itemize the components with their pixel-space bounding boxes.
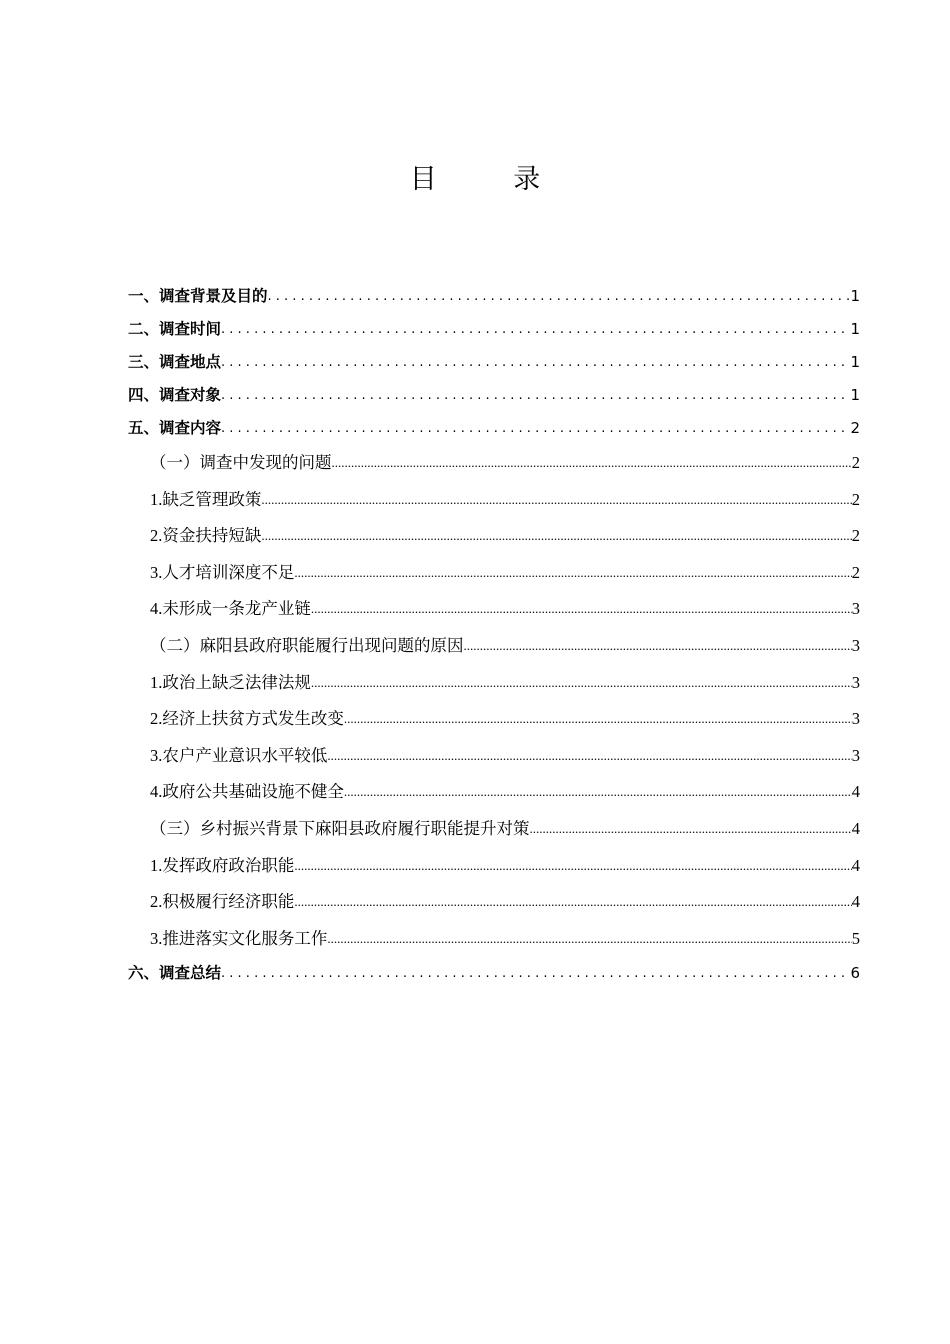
toc-entry-label: （二）麻阳县政府职能履行出现问题的原因 <box>150 635 464 655</box>
toc-dot-leader <box>327 737 851 775</box>
toc-entry-label: 1.缺乏管理政策 <box>150 489 262 509</box>
toc-entry-label: 3.农户产业意识水平较低 <box>150 745 328 765</box>
toc-dot-leader <box>221 313 850 346</box>
toc-entry-label: 1.政治上缺乏法律法规 <box>150 672 311 692</box>
toc-dot-leader <box>311 664 852 702</box>
toc-page-number: 5 <box>851 928 860 948</box>
toc-entry-label: 六、调查总结 <box>128 964 222 983</box>
toc-entry-label: （三）乡村振兴背景下麻阳县政府履行职能提升对策 <box>150 818 530 838</box>
toc-dot-leader <box>344 773 852 811</box>
toc-page-number: 2 <box>851 453 860 472</box>
toc-page-number: 1 <box>850 353 860 371</box>
toc-entry-label: 一、调查背景及目的 <box>128 287 268 305</box>
toc-entry[interactable] <box>128 412 860 445</box>
toc-entry[interactable] <box>128 379 860 412</box>
toc-dot-leader <box>294 883 851 921</box>
toc-page-number: 4 <box>851 855 860 875</box>
toc-page-number: 3 <box>851 745 860 765</box>
toc-entry[interactable] <box>128 280 860 313</box>
toc-entry[interactable] <box>128 884 860 921</box>
toc-dot-leader <box>344 700 852 738</box>
toc-dot-leader <box>311 590 852 628</box>
toc-entry[interactable] <box>128 774 860 811</box>
toc-entry[interactable] <box>128 665 860 702</box>
toc-entry[interactable] <box>128 591 860 628</box>
toc-entry[interactable] <box>128 701 860 738</box>
toc-entry-label: 三、调查地点 <box>128 353 222 371</box>
toc-page-number: 2 <box>851 526 860 546</box>
toc-entry[interactable] <box>128 811 860 848</box>
toc-dot-leader <box>268 280 851 313</box>
toc-page-number: 2 <box>850 419 860 437</box>
toc-entry[interactable] <box>128 445 860 482</box>
toc-page-number: 3 <box>851 672 860 692</box>
table-of-contents <box>128 280 860 990</box>
toc-dot-leader <box>294 554 851 592</box>
toc-entry-label: 1.发挥政府政治职能 <box>150 855 295 875</box>
toc-page-number: 6 <box>850 964 860 983</box>
toc-dot-leader <box>332 444 852 482</box>
toc-entry[interactable] <box>128 628 860 665</box>
toc-entry-label: （一）调查中发现的问题 <box>150 453 332 472</box>
toc-entry[interactable] <box>128 738 860 775</box>
toc-entry-label: 二、调查时间 <box>128 320 222 338</box>
toc-dot-leader <box>294 847 851 885</box>
toc-entry[interactable] <box>128 346 860 379</box>
toc-entry-label: 五、调查内容 <box>128 419 222 437</box>
toc-page-number: 2 <box>851 562 860 582</box>
toc-dot-leader <box>261 517 851 555</box>
toc-page-number: 2 <box>851 489 860 509</box>
toc-dot-leader <box>221 957 850 990</box>
toc-dot-leader <box>327 920 851 958</box>
toc-page-number: 3 <box>851 709 860 729</box>
toc-page-number: 3 <box>851 635 860 655</box>
toc-title: 目 录 <box>409 164 575 195</box>
toc-page-number: 4 <box>851 892 860 912</box>
toc-entry[interactable] <box>128 555 860 592</box>
toc-dot-leader <box>221 379 850 412</box>
toc-entry[interactable] <box>128 518 860 555</box>
toc-entry-label: 2.积极履行经济职能 <box>150 892 295 912</box>
toc-entry-label: 3.人才培训深度不足 <box>150 562 295 582</box>
toc-dot-leader <box>464 627 852 665</box>
toc-dot-leader <box>221 412 850 445</box>
toc-entry[interactable] <box>128 848 860 885</box>
toc-entry-label: 3.推进落实文化服务工作 <box>150 928 328 948</box>
toc-page-number: 4 <box>851 818 860 838</box>
toc-entry-label: 2.经济上扶贫方式发生改变 <box>150 709 344 729</box>
toc-page-number: 1 <box>850 287 860 305</box>
toc-entry[interactable] <box>128 313 860 346</box>
toc-entry-label: 四、调查对象 <box>128 386 222 404</box>
toc-dot-leader <box>221 346 850 379</box>
toc-page-number: 1 <box>850 320 860 338</box>
toc-entry[interactable] <box>128 921 860 958</box>
toc-dot-leader <box>530 810 852 848</box>
toc-entry-label: 4.未形成一条龙产业链 <box>150 599 311 619</box>
toc-dot-leader <box>261 481 851 519</box>
toc-entry[interactable] <box>128 482 860 519</box>
toc-page-number: 3 <box>851 599 860 619</box>
toc-page-number: 1 <box>850 386 860 404</box>
toc-entry-label: 4.政府公共基础设施不健全 <box>150 782 344 802</box>
toc-entry[interactable] <box>128 957 860 990</box>
toc-page-number: 4 <box>851 782 860 802</box>
toc-entry-label: 2.资金扶持短缺 <box>150 526 262 546</box>
